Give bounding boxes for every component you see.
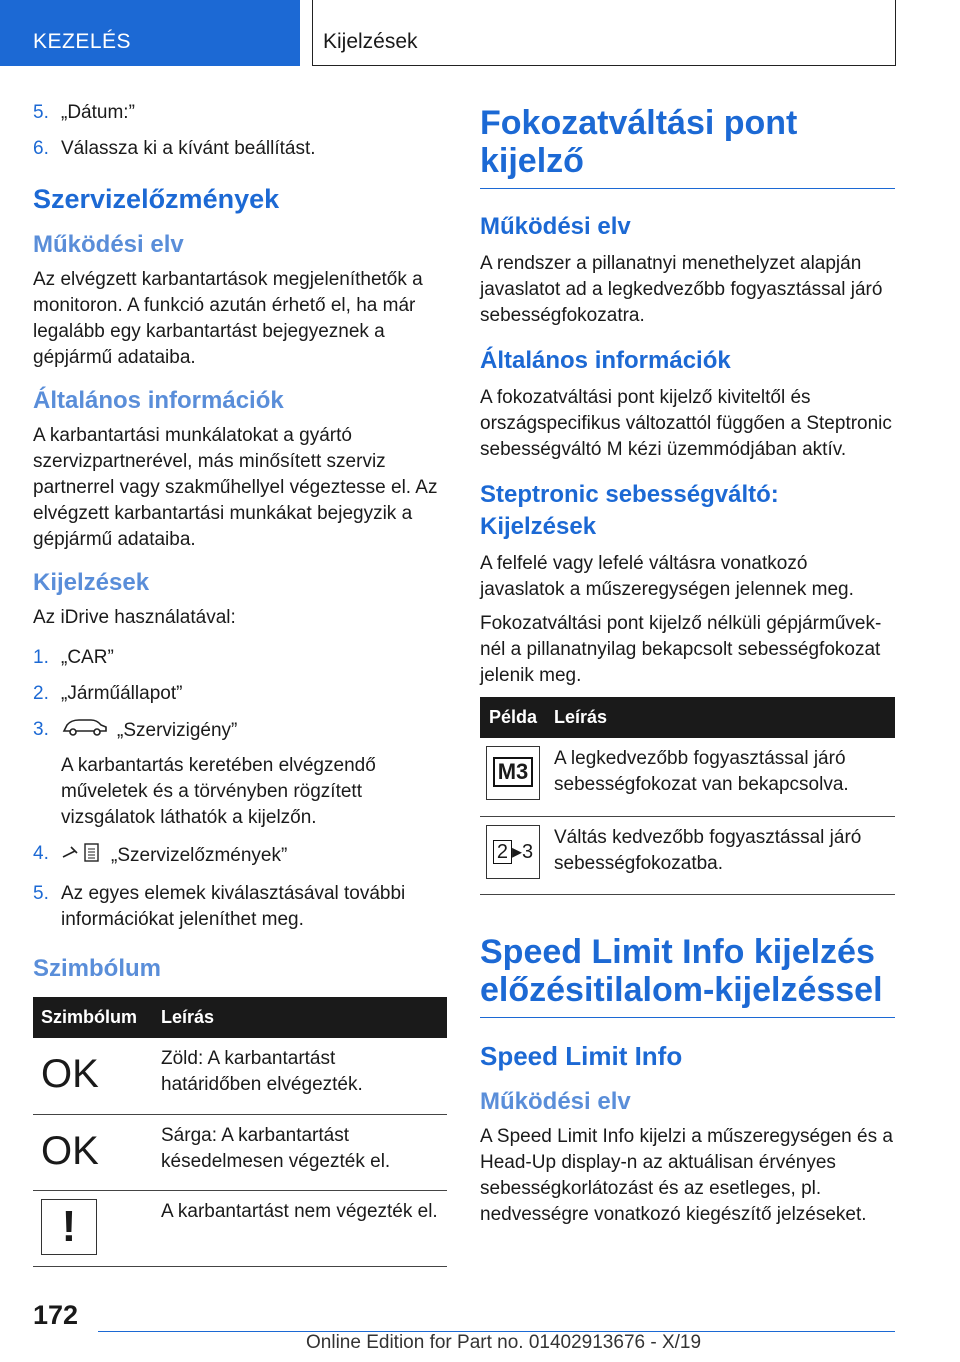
warning-exclamation-icon: ! [41,1199,97,1255]
list-item: 3. „Szervizigény” A karbantartás keretében elvégzendő műveletek és a törvényben rögzített vizsgálatok láthatók a kijelzőn. [33,719,376,828]
right-column [480,104,895,1236]
paragraph: Az iDrive használatával: [33,607,236,628]
ok-green-icon: OK [41,1052,99,1096]
heading-mukodesi-elv: Működési elv [480,1087,631,1115]
heading-szervizelozmenyek: Szervizelőzmények [33,184,280,214]
table-row: OK Zöld: A karbantartást határidőben elvégezték. [33,1038,447,1114]
ok-yellow-icon: OK [41,1128,99,1173]
list-item: 5. „Dátum:” [33,102,135,123]
table-row: M3 A legkedvezőbb fogyasztással járó sebességfokozat van bekapcsolva. [480,738,895,816]
list-item: 5. Az egyes elemek kiválasztásával további információkat jeleníthet meg. [33,883,406,930]
chapter-title: Kijelzések [312,0,896,66]
list-item: 6. Válassza ki a kívánt beállítást. [33,138,316,159]
heading-fokozatvaltasi: Fokozatváltási pont kijelző [480,104,895,189]
heading-szimbolum: Szimbólum [33,955,162,982]
table-row: ! A karbantartást nem végezték el. [33,1190,447,1266]
paragraph: A karbantartási munkálatokat a gyártó szervizpartnerével, más minősített szerviz partnerrel vagy szakműhellyel végeztesse el. Az elvégzett karbantartási munkákat bejegyzik a gépjármű adataiba. [33,425,438,550]
paragraph: A felfelé vagy lefelé váltásra vonatkozó javaslatok a műszeregységen jelennek meg. [480,553,854,600]
list-item: 2. „Járműállapot” [33,683,183,704]
heading-steptronic: Steptronic sebességváltó: Kijelzések [480,481,779,540]
table-row: OK Sárga: A karbantartást késedelmesen végezték el. [33,1114,447,1190]
table-header: Leírás [153,997,447,1038]
steps-list [33,645,447,933]
table-header: Példa [480,697,546,738]
paragraph: A fokozatváltási pont kijelző kiviteltől és országspecifikus változattól függően a Steptronic sebességváltó M kézi üzemmódjában aktív. [480,387,892,460]
symbol-table [33,997,447,1267]
table-row: 2 ▸3 Váltás kedvezőbb fogyasztással járó sebességfokozatba. [480,816,895,894]
heading-altalanos: Általános információk [480,347,731,374]
heading-mukodesi-elv: Működési elv [480,213,631,240]
table-header: Leírás [546,697,895,738]
list-item: 4. „Szervizelőzmények” [33,841,447,871]
car-icon [61,717,109,745]
steps-continued [33,100,447,162]
page-number: 172 [33,1300,79,1330]
gear-m3-icon: M3 [486,746,540,800]
example-table [480,697,895,895]
section-tab: KEZELÉS [0,0,300,66]
paragraph: A rendszer a pillanatnyi menethelyzet alapján javaslatot ad a legkedvezőbb fogyasztással járó sebességfokozatra. [480,253,883,326]
page-header [0,0,960,66]
heading-mukodesi-elv: Működési elv [33,231,184,258]
heading-kijelzesek: Kijelzések [33,569,150,596]
service-history-icon [61,841,103,871]
heading-speed-limit-info: Speed Limit Info kijelzés előzésitilalom-kijelzéssel [480,933,895,1018]
paragraph: A Speed Limit Info kijelzi a műszeregységen és a Head-Up display-n az aktuálisan érvényes sebességkorlátozást és az esetleges, pl. nedvességre vonatkozó kiegészítő jelzéseket. [480,1125,893,1225]
list-item: 1. „CAR” [33,647,114,668]
edition-note: Online Edition for Part no. 01402913676 - X/19 [306,1332,702,1353]
table-header: Szimbólum [33,997,153,1038]
paragraph: Fokozatváltási pont kijelző nélküli gépjárművek-nél a pillanatnyilag bekapcsolt sebességfokozat jelenik meg. [480,613,882,686]
left-column [33,100,447,1267]
paragraph: Az elvégzett karbantartások megjeleníthetők a monitoron. A funkció azután érhető el, ha már legalább egy karbantartást bejegyeznek a gépjármű adataiba. [33,269,423,368]
heading-altalanos: Általános információk [33,387,284,414]
heading-speed-limit-sub: Speed Limit Info [480,1040,683,1071]
gear-shift-arrow-icon: 2 ▸3 [486,825,540,879]
